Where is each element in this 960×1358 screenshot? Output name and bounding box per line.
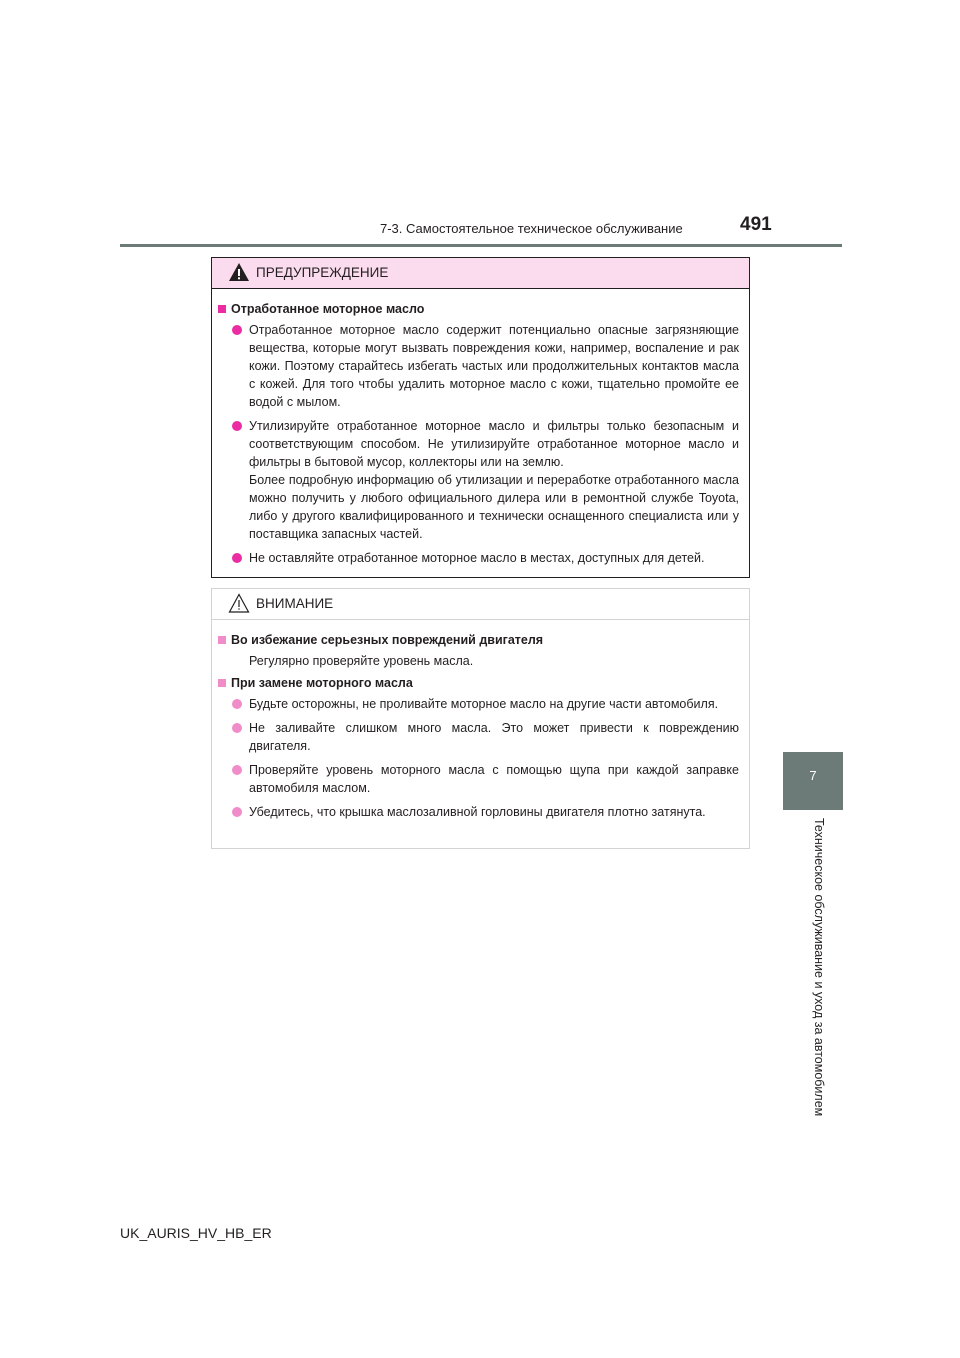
circle-bullet-icon	[232, 325, 242, 335]
page-number: 491	[740, 214, 772, 235]
document-code: UK_AURIS_HV_HB_ER	[120, 1225, 272, 1241]
square-bullet-icon	[218, 679, 226, 687]
warning-box	[211, 257, 750, 578]
square-bullet-icon	[218, 305, 226, 313]
notice-section-title: Во избежание серьезных повреждений двигателя	[218, 631, 743, 649]
circle-bullet-icon	[232, 765, 242, 775]
caution-triangle-icon	[228, 593, 250, 613]
chapter-title: Техническое обслуживание и уход за автомобилем	[812, 818, 826, 1117]
notice-box	[211, 588, 750, 849]
circle-bullet-icon	[232, 807, 242, 817]
chapter-number: 7	[809, 768, 817, 783]
list-item: Проверяйте уровень моторного масла с помощью щупа при каждой заправке автомобиля маслом.	[218, 761, 743, 797]
notice-section-text: Регулярно проверяйте уровень масла.	[249, 654, 474, 668]
list-item: Убедитесь, что крышка маслозаливной горловины двигателя плотно затянута.	[218, 803, 743, 821]
header-rule	[120, 244, 842, 247]
list-item: Отработанное моторное масло содержит потенциально опасные загрязняющие вещества, которые могут вызвать повреждения кожи, например, воспаление и рак кожи. Поэтому старайтесь избегать частых или продолжительных контактов масла с кожей. Для того чтобы удалить моторное масло с кожи, тщательно промойте ее водой с мылом.	[218, 321, 743, 411]
list-item: Не оставляйте отработанное моторное масло в местах, доступных для детей.	[218, 549, 743, 567]
square-bullet-icon	[218, 636, 226, 644]
notice-label: ВНИМАНИЕ	[256, 596, 334, 611]
list-item: Не заливайте слишком много масла. Это может привести к повреждению двигателя.	[218, 719, 743, 755]
notice-box-body	[212, 620, 749, 821]
notice-section-title: При замене моторного масла	[218, 674, 743, 692]
circle-bullet-icon	[232, 421, 242, 431]
chapter-tab	[783, 752, 843, 810]
circle-bullet-icon	[232, 699, 242, 709]
warning-triangle-icon	[228, 262, 250, 282]
circle-bullet-icon	[232, 723, 242, 733]
circle-bullet-icon	[232, 553, 242, 563]
notice-box-header	[212, 589, 749, 620]
warning-label: ПРЕДУПРЕЖДЕНИЕ	[256, 265, 389, 280]
list-item: Утилизируйте отработанное моторное масло и фильтры только безопасным и соответствующим способом. Не утилизируйте отработанное моторное масло и фильтры в бытовой мусор, коллекторы или на землю. Более подробную информацию об утилизации и переработке отработанного масла можно получить у любого официального дилера или в ремонтной службе Toyota, либо у другого квалифицированного и технически оснащенного специалиста или у поставщика запасных частей.	[218, 417, 743, 543]
warning-box-body	[212, 289, 749, 567]
warning-box-header	[212, 258, 749, 289]
list-item: Будьте осторожны, не проливайте моторное масло на другие части автомобиля.	[218, 695, 743, 713]
section-title: 7-3. Самостоятельное техническое обслуживание	[380, 221, 683, 236]
warning-section-title: Отработанное моторное масло	[218, 300, 743, 318]
